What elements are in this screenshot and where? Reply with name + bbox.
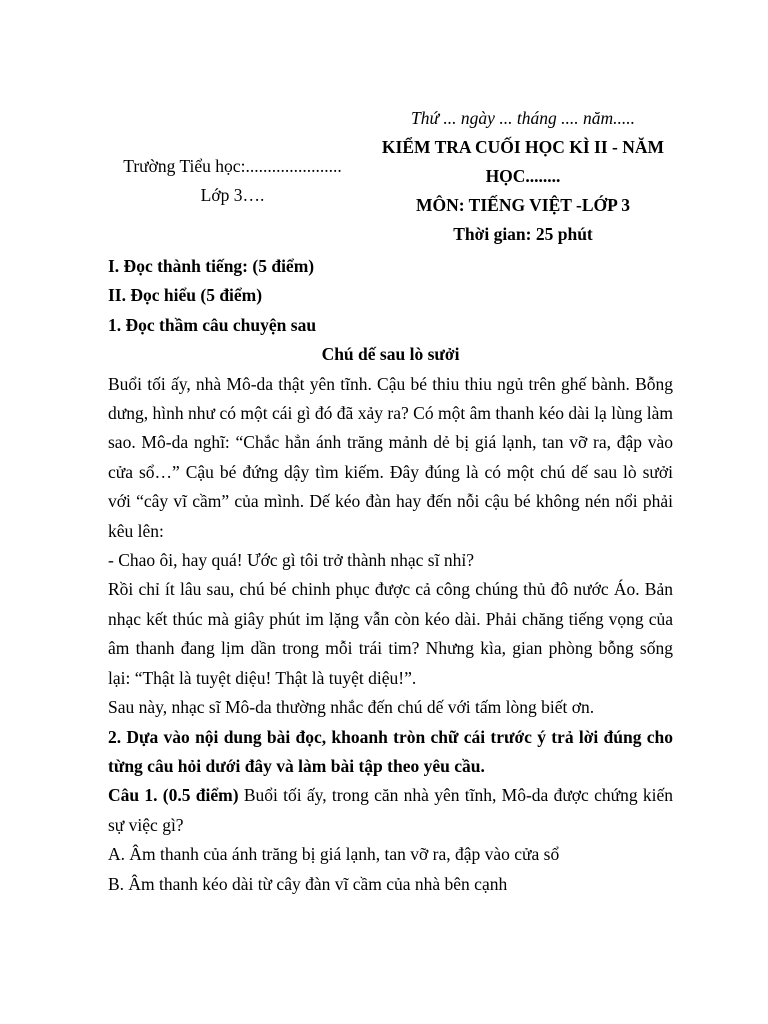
story-paragraph-2: - Chao ôi, hay quá! Ước gì tôi trở thành nhạc sĩ nhỉ? [108, 550, 474, 571]
time-line: Thời gian: 25 phút [453, 224, 593, 244]
question-1-label: Câu 1. (0.5 điểm) [108, 785, 239, 806]
section-reading-comprehension: II. Đọc hiểu (5 điểm) [108, 285, 263, 306]
school-info [100, 152, 365, 210]
exam-body [108, 252, 673, 899]
story-paragraph-3: Rồi chỉ ít lâu sau, chú bé chinh phục được cả công chúng thủ đô nước Áo. Bản nhạc kết thúc mà giây phút im lặng vẫn còn kéo dài. Phải chăng tiếng vọng của âm thanh đang lịm dần trong mỗi trái tim? Nhưng kìa, gian phòng bỗng sống lại: “Thật là tuyệt diệu! Thật là tuyệt diệu!”. [108, 579, 673, 688]
subject-line: MÔN: TIẾNG VIỆT -LỚP 3 [416, 195, 630, 215]
question-1-option-a: A. Âm thanh của ánh trăng bị giá lạnh, tan vỡ ra, đập vào cửa sổ [108, 844, 560, 865]
class-line: Lớp 3…. [200, 185, 265, 205]
section-silent-reading: 1. Đọc thầm câu chuyện sau [108, 314, 317, 335]
story-paragraph-1: Buổi tối ấy, nhà Mô-da thật yên tĩnh. Cậu bé thiu thiu ngủ trên ghế bành. Bỗng dưng, hình như có một cái gì đó đã xảy ra? Có một âm thanh kéo dài lạ lùng làm sao. Mô-da nghĩ: “Chắc hẳn ánh trăng mảnh dẻ bị giá lạnh, tan vỡ ra, đập vào cửa sổ…” Cậu bé đứng dậy tìm kiếm. Đây đúng là có một chú dế sau lò sưởi với “cây vĩ cầm” của mình. Dế kéo đàn hay đến nỗi cậu bé không nén nổi phải kêu lên: [108, 373, 673, 541]
exam-info [368, 104, 678, 249]
school-name-line: Trường Tiểu học:...................... [123, 156, 342, 176]
section-reading-aloud: I. Đọc thành tiếng: (5 điểm) [108, 256, 315, 276]
exam-header [0, 0, 768, 250]
task-instruction: 2. Dựa vào nội dung bài đọc, khoanh tròn chữ cái trước ý trả lời đúng cho từng câu hỏi dưới đây và làm bài tập theo yêu cầu. [108, 726, 673, 776]
exam-title: KIỂM TRA CUỐI HỌC KÌ II - NĂM HỌC........ [381, 137, 665, 186]
date-line: Thứ ... ngày ... tháng .... năm..... [411, 108, 635, 128]
question-1-text: Buổi tối ấy, trong căn nhà yên tĩnh, Mô-da được chứng kiến sự việc gì? [108, 785, 674, 835]
question-1-option-b: B. Âm thanh kéo dài từ cây đàn vĩ cầm của nhà bên cạnh [108, 873, 508, 894]
question-1 [108, 781, 673, 840]
story-title: Chú dế sau lò sưởi [321, 344, 460, 365]
story-paragraph-4: Sau này, nhạc sĩ Mô-da thường nhắc đến chú dế với tấm lòng biết ơn. [108, 697, 595, 718]
